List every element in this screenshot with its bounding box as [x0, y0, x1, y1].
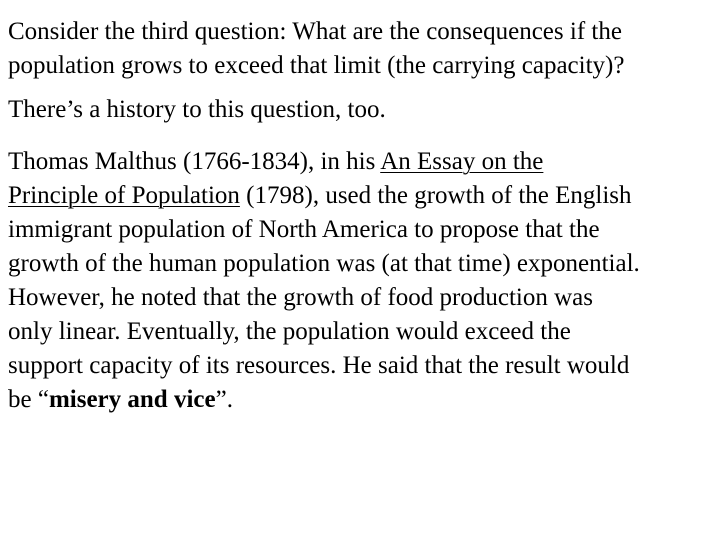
- text-line: [8, 145, 716, 179]
- history-paragraph: [8, 93, 716, 127]
- text-line: only linear. Eventually, the population would exceed the: [8, 318, 571, 345]
- text-line: support capacity of its resources. He said that the result would: [8, 352, 630, 379]
- text-line: However, he noted that the growth of food production was: [8, 284, 593, 311]
- book-title: An Essay on the: [380, 148, 544, 175]
- text-line: growth of the human population was (at that time) exponential.: [8, 250, 640, 277]
- text-line: population grows to exceed that limit (the carrying capacity)?: [8, 52, 625, 79]
- text-line: [8, 179, 716, 213]
- text-run: Thomas Malthus (1766-1834), in his: [8, 148, 381, 175]
- emphasized-phrase: misery and vice: [48, 386, 216, 413]
- text-run: be “: [8, 386, 49, 413]
- book-title: Principle of Population: [8, 182, 240, 209]
- malthus-paragraph: [8, 145, 716, 417]
- text-line: Consider the third question: What are the consequences if the: [8, 18, 622, 45]
- text-line: immigrant population of North America to propose that the: [8, 216, 600, 243]
- question-paragraph: [8, 15, 716, 83]
- text-run: (1798), used the growth of the English: [239, 182, 632, 209]
- text-line: There’s a history to this question, too.: [8, 96, 386, 123]
- text-line: [8, 383, 716, 417]
- text-run: ”.: [215, 386, 233, 413]
